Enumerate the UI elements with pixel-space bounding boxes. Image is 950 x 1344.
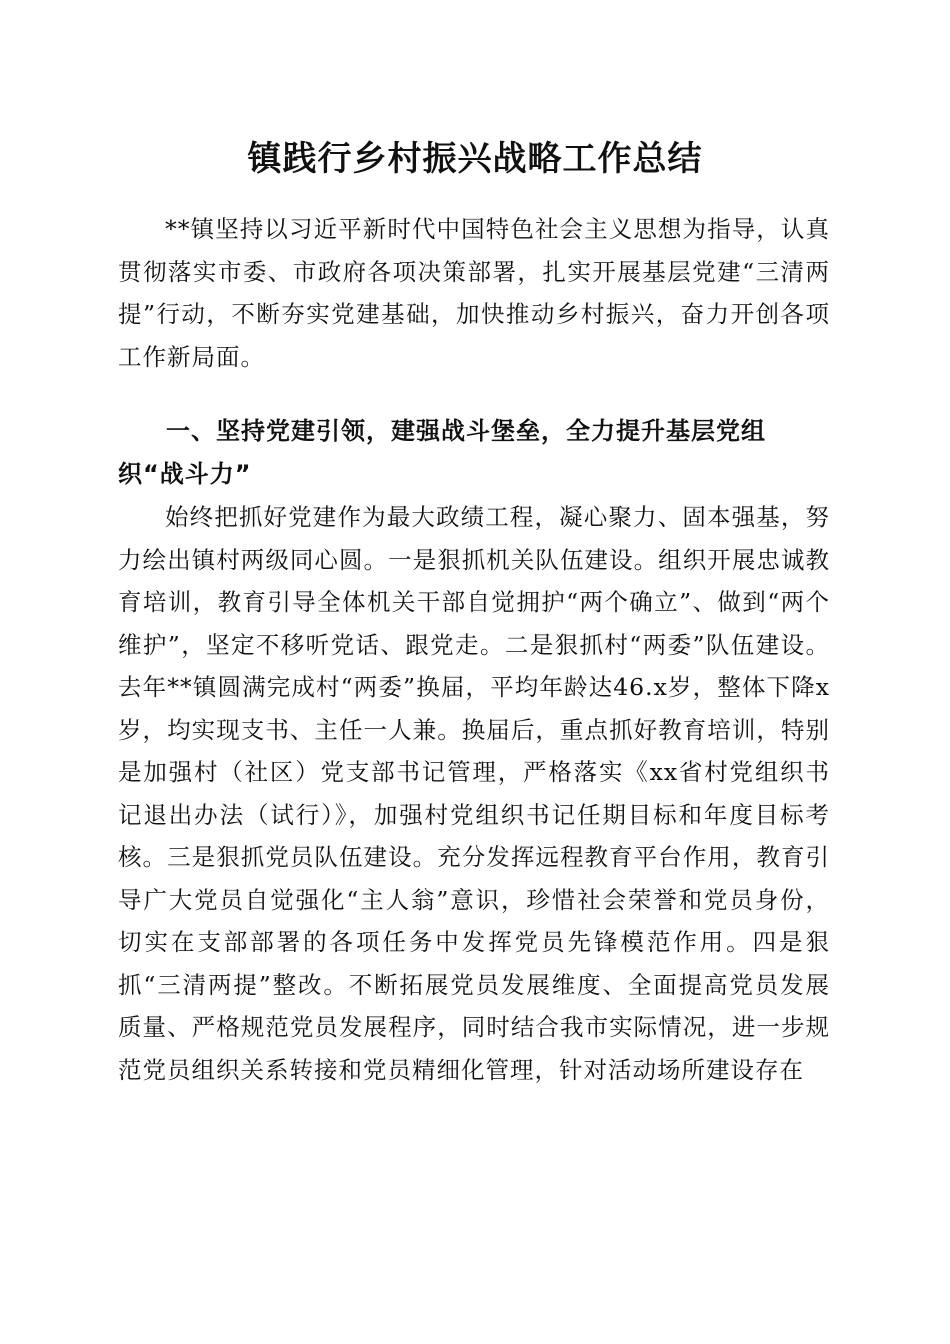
intro-paragraph: **镇坚持以习近平新时代中国特色社会主义思想为指导，认真贯彻落实市委、市政府各项决策部署，扎实开展基层党建“三清两提”行动，不断夯实党建基础，加快推动乡村振兴，奋力开创各项工作新局面。 [118, 215, 830, 371]
section-1-paragraph: 始终把抓好党建作为最大政绩工程，凝心聚力、固本强基，努力绘出镇村两级同心圆。一是狠抓机关队伍建设。组织开展忠诚教育培训，教育引导全体机关干部自觉拥护“两个确立”、做到“两个维护”，坚定不移听党话、跟党走。二是狠抓村“两委”队伍建设。去年**镇圆满完成村“两委”换届，平均年龄达46.x岁，整体下降x岁，均实现支书、主任一人兼。换届后，重点抓好教育培训，特别是加强村（社区）党支部书记管理，严格落实《xx省村党组织书记退出办法（试行）》，加强村党组织书记任期目标和年度目标考核。三是狠抓党员队伍建设。充分发挥远程教育平台作用，教育引导广大党员自觉强化“主人翁”意识，珍惜社会荣誉和党员身份，切实在支部部署的各项任务中发挥党员先锋模范作用。四是狠抓“三清两提”整改。不断拓展党员发展维度、全面提高党员发展质量、严格规范党员发展程序，同时结合我市实际情况，进一步规范党员组织关系转接和党员精细化管理，针对活动场所建设存在 [118, 503, 830, 1084]
section-1-heading: 一、坚持党建引领，建强战斗堡垒，全力提升基层党组织“战斗力” [118, 417, 766, 488]
document-title: 镇践行乡村振兴战略工作总结 [247, 139, 703, 179]
